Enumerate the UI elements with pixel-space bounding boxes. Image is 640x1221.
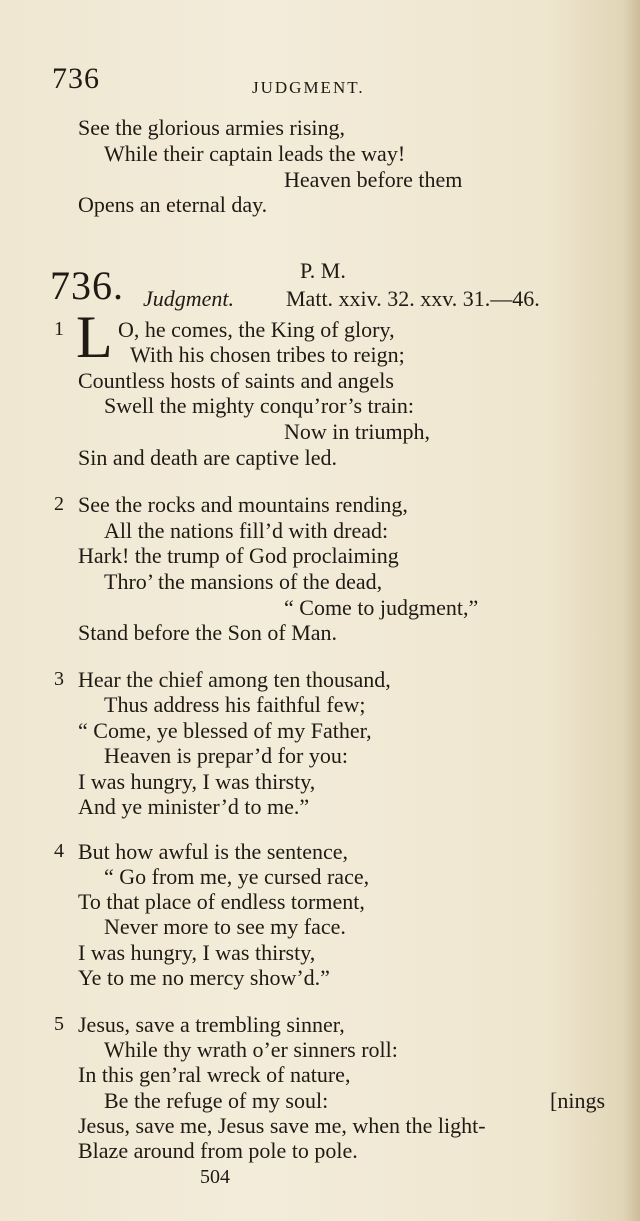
verse-line: Hear the chief among ten thousand,: [78, 667, 391, 692]
verse-line: With his chosen tribes to reign;: [130, 342, 405, 367]
verse-line: And ye minister’d to me.”: [78, 794, 310, 819]
verse-number: 5: [54, 1013, 64, 1035]
verse-line: Sin and death are captive led.: [78, 445, 338, 470]
drop-cap: L: [76, 304, 113, 370]
verse-number: 4: [54, 840, 64, 862]
verse-line: In this gen’ral wreck of nature,: [78, 1062, 351, 1087]
verse-line: I was hungry, I was thirsty,: [78, 940, 316, 965]
verse-line: “ Come to judgment,”: [284, 595, 479, 620]
verse-line: All the nations fill’d with dread:: [104, 518, 389, 543]
page-edge-shadow: [622, 0, 640, 1221]
verse-line: Heaven is prepar’d for you:: [104, 743, 348, 768]
verse-line: “ Come, ye blessed of my Father,: [78, 718, 372, 743]
verse-line: While thy wrath o’er sinners roll:: [104, 1037, 398, 1062]
verse-line: Stand before the Son of Man.: [78, 620, 338, 645]
verse-line: Swell the mighty conqu’ror’s train:: [104, 393, 414, 418]
verse-line: Blaze around from pole to pole.: [78, 1138, 358, 1163]
footer-page-number: 504: [200, 1166, 230, 1188]
verse-line: Now in triumph,: [284, 419, 431, 444]
running-page-number: 736: [52, 62, 100, 95]
verse-line: Never more to see my face.: [104, 914, 346, 939]
verse-line: See the rocks and mountains rending,: [78, 492, 408, 517]
verse-line: Ye to me no mercy show’d.”: [78, 965, 330, 990]
verse-line: I was hungry, I was thirsty,: [78, 769, 316, 794]
continuation-line: See the glorious armies rising,: [78, 115, 346, 140]
verse-line: O, he comes, the King of glory,: [118, 317, 395, 342]
scripture-reference: Matt. xxiv. 32. xxv. 31.—46.: [286, 286, 540, 311]
verse-number: 2: [54, 493, 64, 515]
running-title: JUDGMENT.: [252, 78, 365, 97]
continuation-line: Opens an eternal day.: [78, 192, 268, 217]
verse-number: 3: [54, 668, 64, 690]
continuation-line: Heaven before them: [284, 167, 463, 192]
verse-line-turnover: [nings: [550, 1088, 605, 1113]
verse-line: Hark! the trump of God proclaiming: [78, 543, 399, 568]
verse-line: Thro’ the mansions of the dead,: [104, 569, 383, 594]
verse-line: Thus address his faithful few;: [104, 692, 366, 717]
continuation-line: While their captain leads the way!: [104, 141, 406, 166]
verse-line: “ Go from me, ye cursed race,: [104, 864, 370, 889]
verse-line: Jesus, save a trembling sinner,: [78, 1012, 345, 1037]
verse-line: Be the refuge of my soul:: [104, 1088, 329, 1113]
verse-line: But how awful is the sentence,: [78, 839, 349, 864]
hymn-subject: Judgment.: [143, 286, 235, 311]
verse-number: 1: [54, 318, 64, 340]
verse-line: Jesus, save me, Jesus save me, when the light-: [78, 1113, 486, 1138]
verse-line: Countless hosts of saints and angels: [78, 368, 394, 393]
hymn-number: 736.: [50, 263, 124, 308]
verse-line: To that place of endless torment,: [78, 889, 365, 914]
hymn-meter: P. M.: [300, 258, 346, 283]
